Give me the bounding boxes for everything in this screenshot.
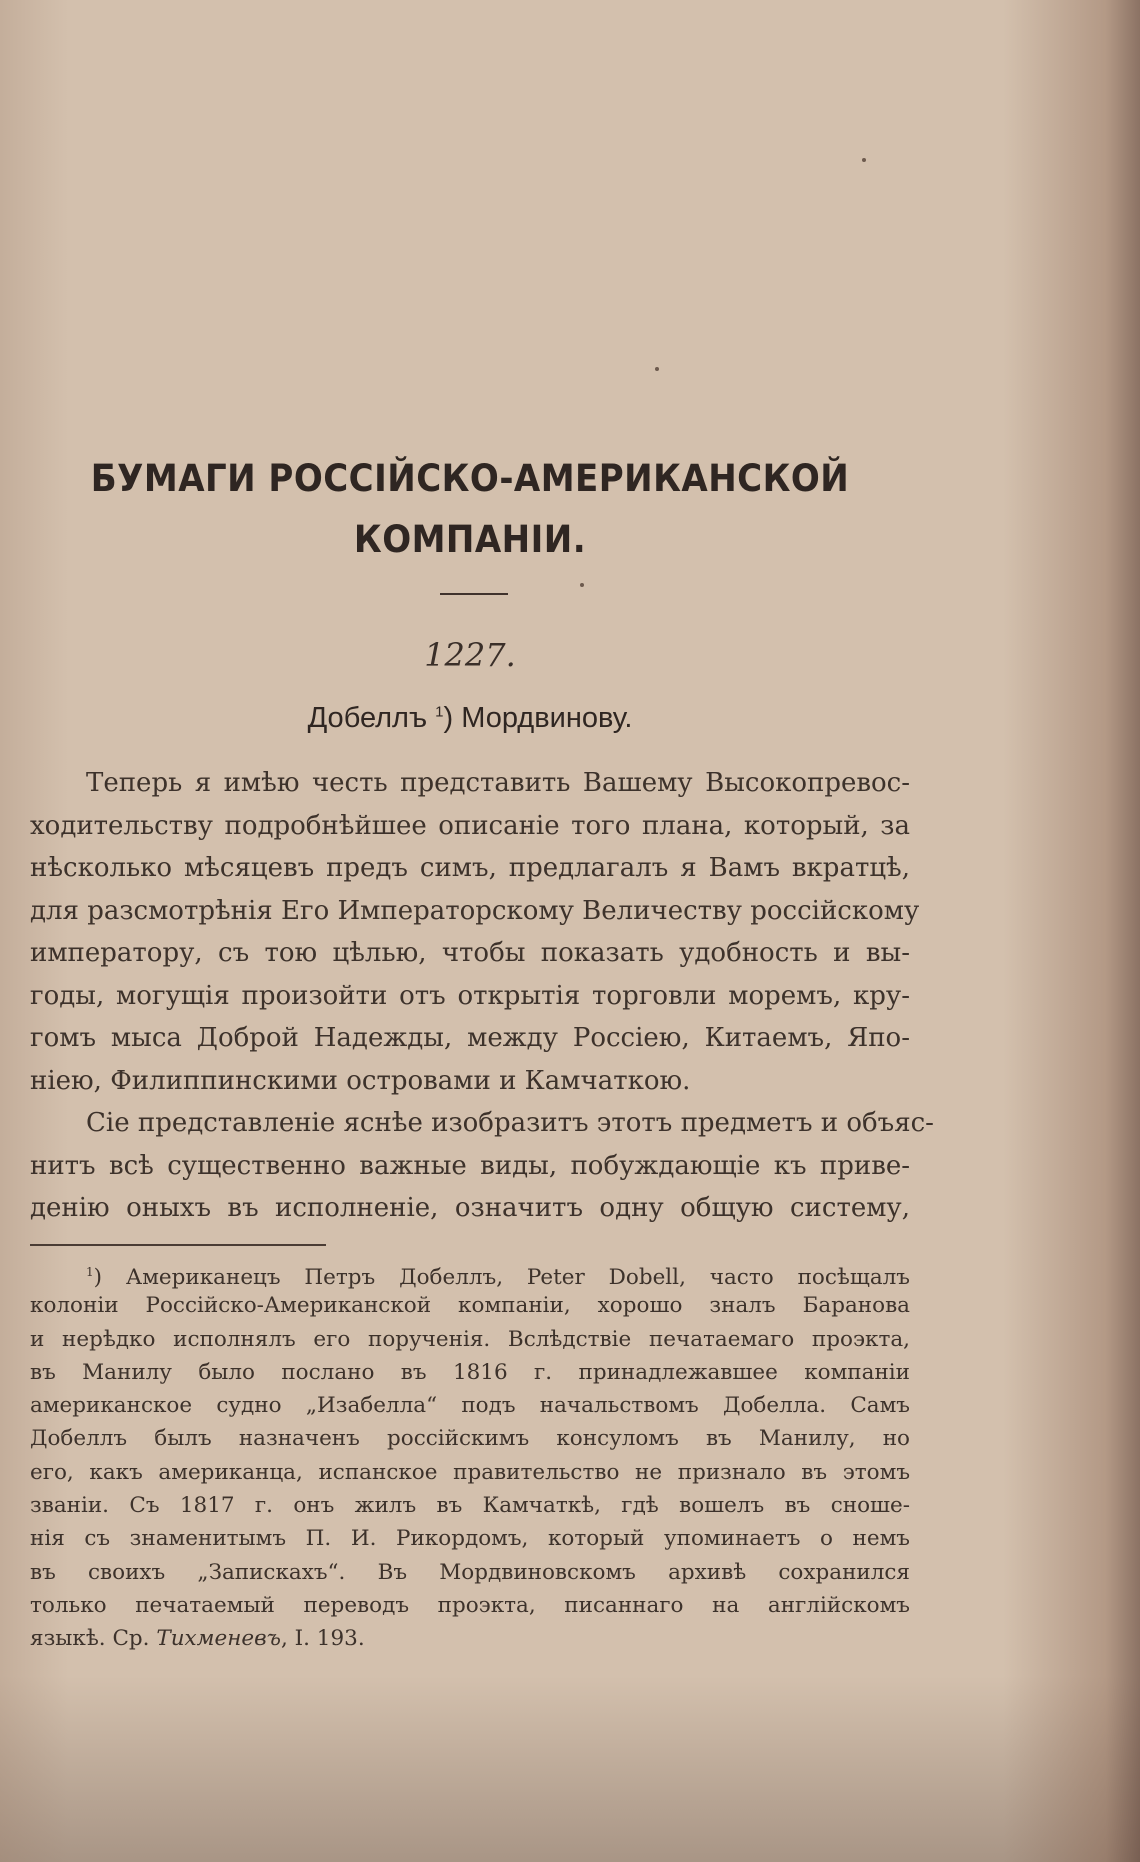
title-divider — [440, 593, 508, 595]
page-title-line-1: БУМАГИ РОССІЙСКО-АМЕРИКАНСКОЙ — [90, 457, 850, 500]
footnote-line — [30, 1622, 910, 1655]
footnote-cited-author: Тихменевъ — [156, 1626, 281, 1652]
heading-author: Добеллъ — [307, 702, 428, 734]
footnote-line — [30, 1256, 910, 1289]
body-line: Теперь я имѣю честь представить Вашему Высокопревос- — [86, 768, 910, 798]
footnote-last-end: , I. 193. — [280, 1626, 365, 1652]
page-title-line-2: КОМПАНІИ. — [353, 518, 587, 561]
body-line: ніею, Филиппинскими островами и Камчаткою. — [30, 1065, 691, 1096]
footnote-line: колоніи Россійско-Американской компаніи, хорошо зналъ Баранова — [30, 1293, 910, 1319]
footnote-line: званіи. Съ 1817 г. онъ жилъ въ Камчаткѣ, гдѣ вошелъ въ сноше- — [30, 1493, 910, 1519]
footnote-line: и нерѣдко исполнялъ его порученія. Вслѣдствіе печатаемаго проэкта, — [30, 1326, 910, 1352]
footnote-line: нія съ знаменитымъ П. И. Рикордомъ, который упоминаетъ о немъ — [30, 1526, 910, 1552]
page-speck — [580, 583, 584, 587]
footnote — [30, 1256, 910, 1656]
footnote-line: въ Манилу было послано въ 1816 г. принадлежавшее компаніи — [30, 1359, 910, 1385]
body-line: нитъ всѣ существенно важные виды, побуждающіе къ приве- — [30, 1150, 910, 1181]
body-line: гомъ мыса Доброй Надежды, между Россіею, Китаемъ, Япо- — [30, 1023, 910, 1053]
footnote-line: въ своихъ „Запискахъ“. Въ Мордвиновскомъ архивѣ сохранился — [30, 1559, 910, 1585]
page-speck — [655, 367, 659, 371]
footnote-line: его, какъ американца, испанское правительство не признало въ этомъ — [30, 1459, 910, 1485]
letter-heading — [0, 702, 940, 735]
heading-recipient: ) Мордвинову. — [443, 702, 633, 734]
body-line: Сіе представленіе яснѣе изобразитъ этотъ предметъ и объяс- — [86, 1108, 934, 1138]
document-number: 1227. — [424, 636, 516, 674]
footnote-line-text: ) Американецъ Петръ Добеллъ, Peter Dobell, часто посѣщалъ — [93, 1265, 910, 1291]
body-line: ходительству подробнѣйшее описаніе того плана, который, за — [30, 810, 910, 841]
body-line: нѣсколько мѣсяцевъ предъ симъ, предлагалъ я Вамъ вкратцѣ, — [30, 853, 910, 883]
body-text — [30, 762, 934, 1230]
page-speck — [862, 158, 866, 162]
footnote-line: только печатаемый переводъ проэкта, писаннаго на англійскомъ — [30, 1592, 910, 1618]
heading-footnote-mark: 1 — [435, 703, 444, 721]
body-line: для разсмотрѣнія Его Императорскому Величеству россійскому — [30, 895, 920, 926]
footnote-divider — [30, 1244, 326, 1246]
footnote-line: Добеллъ былъ назначенъ россійскимъ консуломъ въ Манилу, но — [30, 1426, 910, 1452]
footnote-last-start: языкѣ. Ср. — [30, 1626, 157, 1652]
body-line: годы, могущія произойти отъ открытія торговли моремъ, кру- — [30, 980, 910, 1011]
body-line: денію оныхъ въ исполненіе, означитъ одну общую систему, — [30, 1193, 910, 1223]
footnote-mark: 1 — [86, 1265, 94, 1279]
body-line: императору, съ тою цѣлью, чтобы показать удобность и вы- — [30, 938, 910, 968]
footnote-line: американское судно „Изабелла“ подъ начальствомъ Добелла. Самъ — [30, 1393, 910, 1419]
